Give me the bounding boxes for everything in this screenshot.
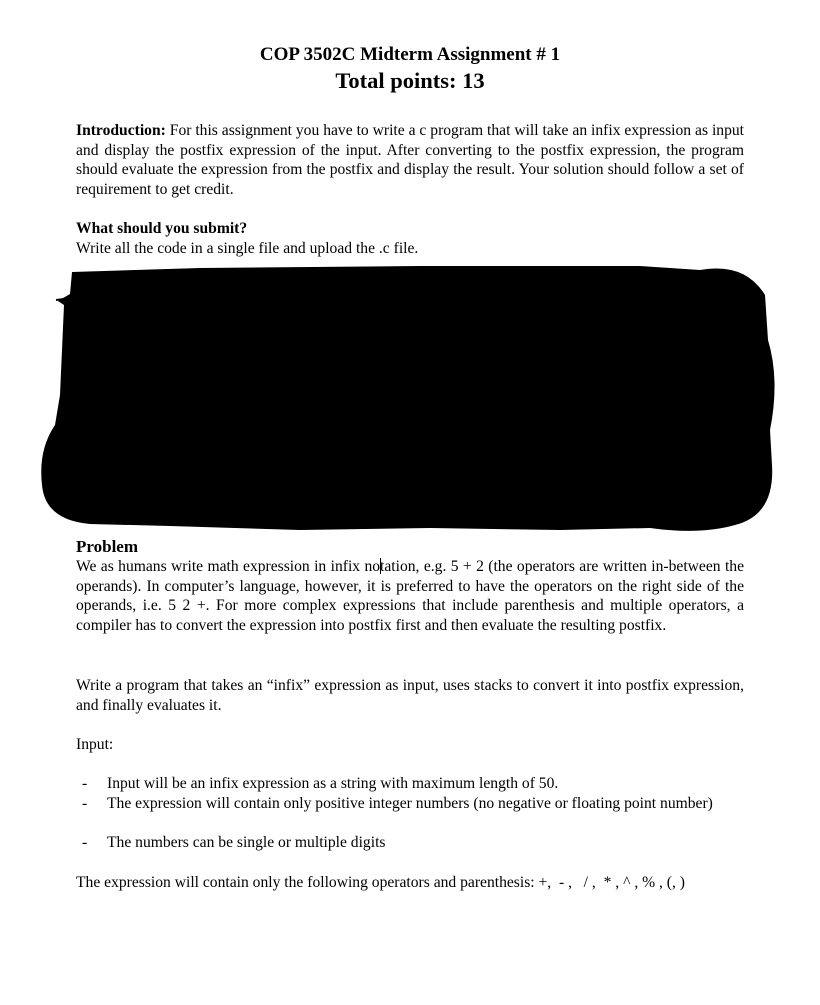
operators-paragraph: The expression will contain only the following operators and parenthesis: +, - , / , * , ^ , % , (, ) [76, 874, 685, 891]
bullet-dash: - [82, 795, 88, 812]
problem-heading: Problem [76, 537, 139, 556]
bullet-text: The numbers can be single or multiple digits [107, 834, 386, 851]
input-label: Input: [76, 736, 114, 753]
submit-text: Write all the code in a single file and upload the .c file. [76, 240, 419, 257]
bullet-text: Input will be an infix expression as a string with maximum length of 50. [107, 775, 559, 792]
bullet-dash: - [82, 834, 88, 851]
introduction-text: For this assignment you have to write a c program that will take an infix expression as input and display the postfix expression of the input. After converting to the postfix expression, the program should evaluate the expression from the postfix and display the result. Your solution should follow a set of requirement to get credit. [76, 122, 744, 198]
total-points: Total points: 13 [335, 68, 485, 93]
list-item [80, 794, 744, 834]
problem-text-end: tation, e.g. 5 + 2 (the operators are written in-between the operands). In computer’s language, however, it is preferred to have the operators on the right side of the operands, i.e. 5 2 +. For more complex expressions that include parenthesis and multiple operators, a compiler has to convert the expression into postfix first and then evaluate the resulting postfix. [76, 558, 744, 634]
bullet-dash: - [82, 775, 88, 792]
assignment-title: COP 3502C Midterm Assignment # 1 [259, 44, 561, 65]
introduction-label: Introduction: [76, 122, 166, 139]
bullet-text: The expression will contain only positive integer numbers (no negative or floating point number) [107, 795, 713, 812]
problem-text-start: We as humans write math expression in infix no [76, 558, 381, 575]
task-paragraph: Write a program that takes an “infix” expression as input, uses stacks to convert it into postfix expression, and finally evaluates it. [76, 677, 744, 714]
submit-heading: What should you submit? [76, 220, 248, 237]
problem-paragraph [76, 557, 744, 635]
